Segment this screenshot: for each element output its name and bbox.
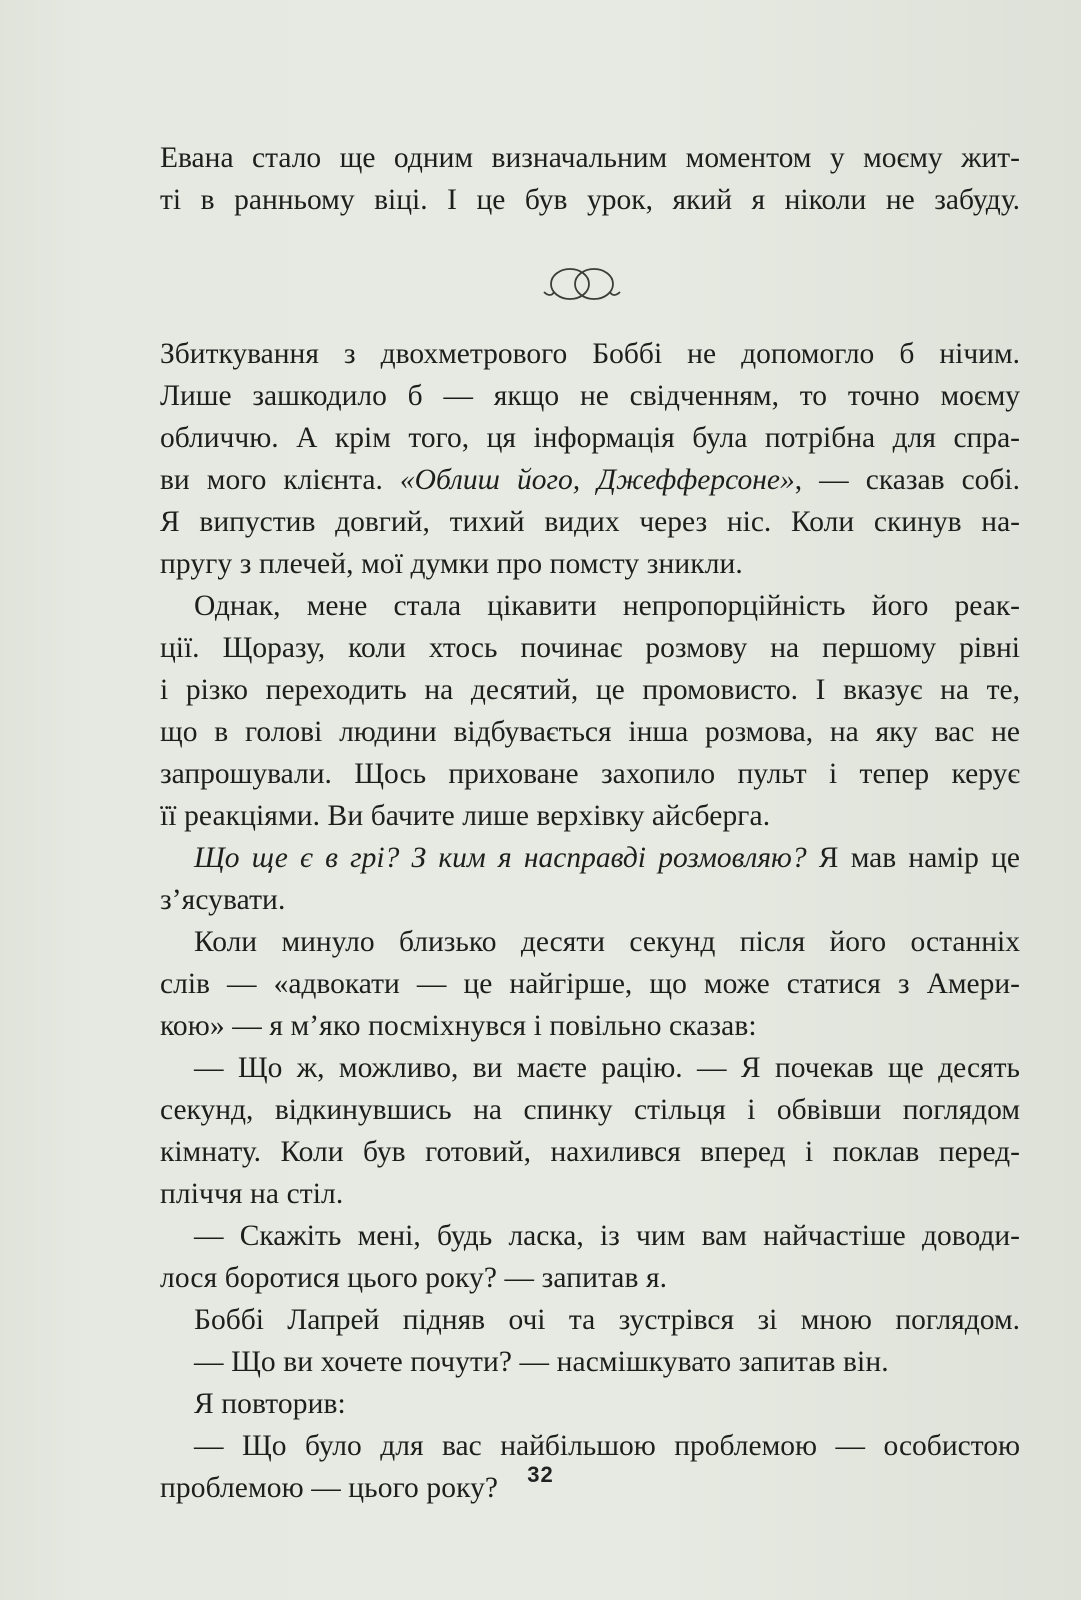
text-line: Евана стало ще одним визначальним моментом у моєму жит- (160, 142, 1020, 174)
text-line: — Що ви хочете почути? — насмішкувато запитав він. (194, 1346, 889, 1378)
text-line: Боббі Лапрей підняв очі та зустрівся зі мною поглядом. (194, 1304, 1020, 1336)
text-line: що в голові людини відбувається інша розмова, на яку вас не (160, 716, 1020, 748)
text-line: ті в ранньому віці. І це був урок, який я ніколи не забуду. (160, 184, 1020, 216)
text-line: — Що ж, можливо, ви маєте рацію. — Я почекав ще десять (194, 1052, 1020, 1084)
text-line-with-italic: Що ще є в грі? З ким я насправді розмовляю? Я мав намір це (194, 842, 1020, 874)
text-line: лося боротися цього року? — запитав я. (160, 1262, 668, 1294)
text-line: обличчю. А крім того, ця інформація була потрібна для спра- (160, 422, 1020, 454)
text-line: Я повторив: (194, 1388, 346, 1420)
page-number: 32 (527, 1462, 554, 1487)
text-line: Лише зашкодило б — якщо не свідченням, то точно моєму (160, 380, 1020, 412)
text-line: і різко переходить на десятий, це промовисто. І вказує на те, (160, 674, 1020, 706)
text-line: Збиткування з двохметрового Боббі не допомогло б нічим. (160, 338, 1020, 370)
text-line: пліччя на стіл. (160, 1178, 344, 1210)
text-line: Однак, мене стала цікавити непропорційність його реак- (194, 590, 1020, 622)
text-line: запрошували. Щось приховане захопило пульт і тепер керує (160, 758, 1020, 790)
text-line: з’ясувати. (160, 884, 286, 916)
double-ring-ornament-icon (540, 262, 624, 306)
text-line: — Що було для вас найбільшою проблемою — особистою (194, 1430, 1020, 1462)
text-line: її реакціями. Ви бачите лише верхівку айсберга. (160, 800, 771, 832)
text-line: кою» — я м’яко посміхнувся і повільно сказав: (160, 1010, 757, 1042)
text-line: пругу з плечей, мої думки про помсту зникли. (160, 548, 743, 580)
text-line: слів — «адвокати — це найгірше, що може статися з Амери- (160, 968, 1020, 1000)
text-line: ції. Щоразу, коли хтось починає розмову на першому рівні (160, 632, 1020, 664)
text-line: проблемою — цього року? (160, 1472, 499, 1504)
text-line: Я випустив довгий, тихий видих через ніс. Коли скинув на- (160, 506, 1020, 538)
text-line: Коли минуло близько десяти секунд після його останніх (194, 926, 1020, 958)
text-line-with-italic: ви мого клієнта. «Облиш його, Джефферсоне», — сказав собі. (160, 464, 1021, 496)
text-line: секунд, відкинувшись на спинку стільця і обвівши поглядом (160, 1094, 1020, 1126)
text-line: — Скажіть мені, будь ласка, із чим вам найчастіше доводи- (194, 1220, 1020, 1252)
text-line: кімнату. Коли був готовий, нахилився вперед і поклав перед- (160, 1136, 1020, 1168)
